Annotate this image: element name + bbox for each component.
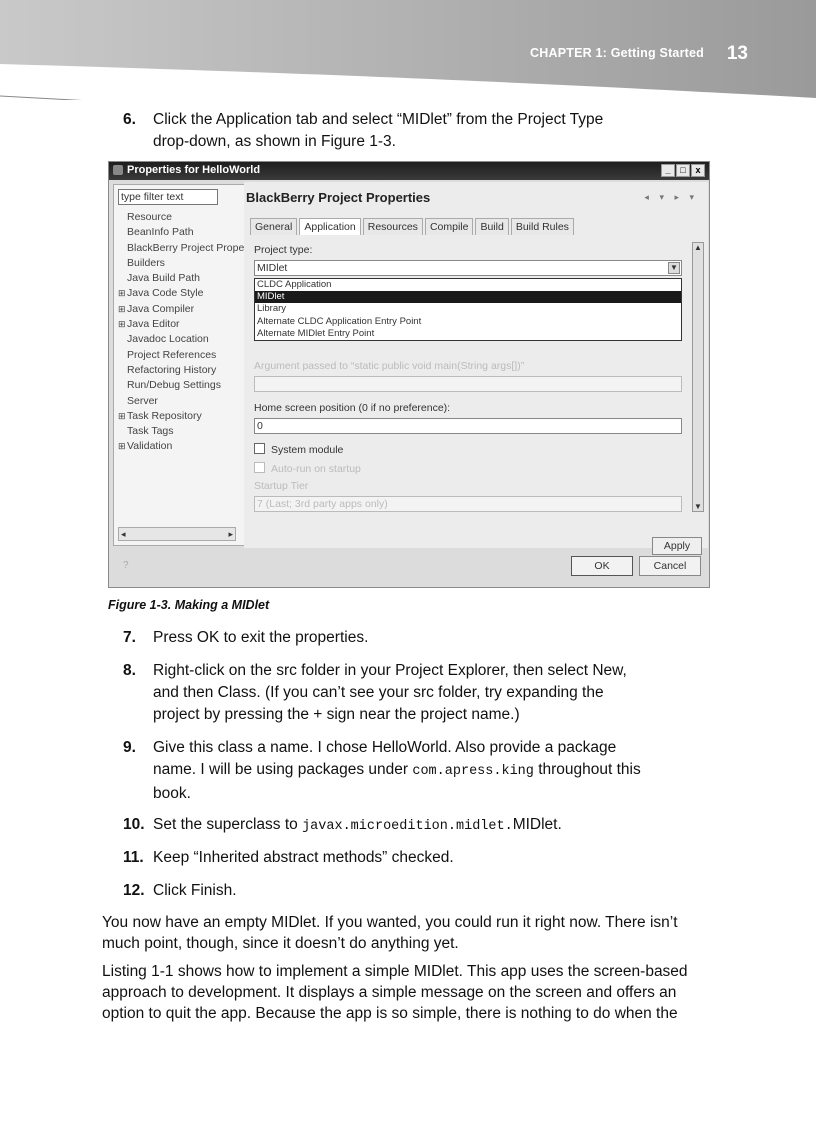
page-heading: BlackBerry Project Properties [246,190,431,205]
step-number: 11. [123,849,144,866]
filter-input[interactable]: type filter text [118,189,218,205]
tab-bar [250,218,576,236]
step-number: 12. [123,882,145,899]
dialog-title: Properties for HelloWorld [127,164,261,176]
step-number: 7. [123,629,136,646]
step-number: 9. [123,739,136,756]
paragraph-line: option to quit the app. Because the app is so simple, there is nothing to do when the [102,1005,678,1022]
step-line-with-code: name. I will be using packages under com.apress.king throughout this [153,761,641,779]
checkbox-icon[interactable] [254,443,265,454]
close-button[interactable]: x [691,164,705,177]
horizontal-scrollbar[interactable] [118,527,236,541]
tree-item[interactable]: Javadoc Location [127,333,209,346]
home-position-label: Home screen position (0 if no preference): [254,402,451,414]
paragraph-line: You now have an empty MIDlet. If you wanted, you could run it right now. There isn’t [102,914,678,931]
scroll-right-icon[interactable]: ▸ [228,529,233,539]
superclass-code: javax.microedition.midlet. [302,819,513,834]
step-line: Give this class a name. I chose HelloWorld. Also provide a package [153,739,617,756]
dropdown-option[interactable]: CLDC Application [257,279,332,290]
ok-button[interactable]: OK [571,556,633,576]
tree-item[interactable]: ⊞Java Compiler [118,302,195,315]
tree-item[interactable]: Run/Debug Settings [127,379,221,392]
tree-item[interactable]: ⊞Task Repository [118,409,202,422]
step-number: 8. [123,662,136,679]
figure-label: Figure 1-3. [108,598,172,612]
property-tree [118,211,244,456]
tab-resources[interactable]: Resources [363,218,423,235]
project-type-dropdown [254,278,682,341]
step-line: Right-click on the src folder in your Project Explorer, then select New, [153,662,627,679]
dropdown-option-selected[interactable]: MIDlet [255,291,681,303]
tree-item[interactable]: BlackBerry Project Prope [127,241,245,254]
tree-item[interactable]: Project References [127,348,217,361]
startup-tier-select[interactable]: 7 (Last; 3rd party apps only) [254,496,682,512]
tree-item[interactable]: ⊞Java Code Style [118,287,204,300]
chevron-down-icon[interactable]: ▼ [668,262,680,274]
maximize-button[interactable]: □ [676,164,690,177]
step-number: 6. [123,111,136,128]
step-line: Click the Application tab and select “MIDlet” from the Project Type [153,111,604,128]
dropdown-option[interactable]: Alternate MIDlet Entry Point [257,327,375,339]
tree-item[interactable]: Refactoring History [127,363,217,376]
project-type-value: MIDlet [257,262,288,274]
startup-tier-label: Startup Tier [254,480,309,492]
step-line: Keep “Inherited abstract methods” checked. [153,849,454,866]
help-icon[interactable]: ? [123,560,129,571]
chapter-header-banner [0,0,816,100]
project-type-label: Project type: [254,244,313,256]
chapter-title: CHAPTER 1: Getting Started [530,46,704,60]
apply-button[interactable]: Apply [652,537,702,555]
system-module-label: System module [271,444,344,456]
step-line: Press OK to exit the properties. [153,629,369,646]
tree-item[interactable]: Builders [127,256,165,269]
step-line: and then Class. (If you can’t see your src folder, try expanding the [153,684,604,701]
scroll-down-icon[interactable]: ▼ [694,502,702,511]
tab-general[interactable]: General [250,218,297,235]
tree-item[interactable]: ⊞Validation [118,440,173,453]
step-number: 10. [123,816,145,833]
project-type-select[interactable] [254,260,682,276]
cancel-button[interactable]: Cancel [639,556,701,576]
tab-build-rules[interactable]: Build Rules [511,218,574,235]
system-module-checkbox[interactable] [254,443,343,456]
package-code: com.apress.king [412,764,534,779]
window-icon [113,165,123,175]
step-line: project by pressing the + sign near the project name.) [153,706,520,723]
step-line: drop-down, as shown in Figure 1-3. [153,133,396,150]
paragraph-line: Listing 1-1 shows how to implement a simple MIDlet. This app uses the screen-based [102,963,688,980]
scroll-left-icon[interactable]: ◂ [121,529,126,539]
tree-item[interactable]: Java Build Path [127,272,200,285]
paragraph-1 [102,912,722,954]
paragraph-line: approach to development. It displays a simple message on the screen and offers an [102,984,677,1001]
dropdown-option[interactable]: Library [257,303,287,315]
properties-dialog [108,161,710,588]
auto-run-checkbox[interactable] [254,462,361,475]
figure-text: Making a MIDlet [174,598,270,612]
home-position-input[interactable]: 0 [254,418,682,434]
step-line: book. [153,785,191,802]
step-line: Click Finish. [153,882,237,899]
paragraph-line: much point, though, since it doesn’t do anything yet. [102,935,459,952]
page-number: 13 [726,43,748,64]
main-args-label: Argument passed to “static public void main(String args[])” [254,360,525,372]
tab-build[interactable]: Build [475,218,508,235]
paragraph-2 [102,961,722,1024]
main-args-input[interactable] [254,376,682,392]
dialog-titlebar [109,162,709,180]
tree-item[interactable]: ⊞Java Editor [118,318,180,331]
tree-item[interactable]: Server [127,394,158,407]
tab-compile[interactable]: Compile [425,218,474,235]
figure-caption [108,598,269,612]
checkbox-icon[interactable] [254,462,265,473]
right-pane [244,182,708,552]
auto-run-label: Auto-run on startup [271,463,361,475]
tab-application[interactable]: Application [299,218,360,235]
minimize-button[interactable]: _ [661,164,675,177]
nav-arrows-icon[interactable]: ◂ ▾ ▸ ▾ [644,192,698,202]
scroll-up-icon[interactable]: ▲ [694,243,702,252]
vertical-scrollbar[interactable] [692,242,704,512]
tree-item[interactable]: BeanInfo Path [127,226,194,239]
tree-item[interactable]: Resource [127,211,172,223]
tree-item[interactable]: Task Tags [127,425,174,438]
dropdown-option[interactable]: Alternate CLDC Application Entry Point [257,315,422,327]
